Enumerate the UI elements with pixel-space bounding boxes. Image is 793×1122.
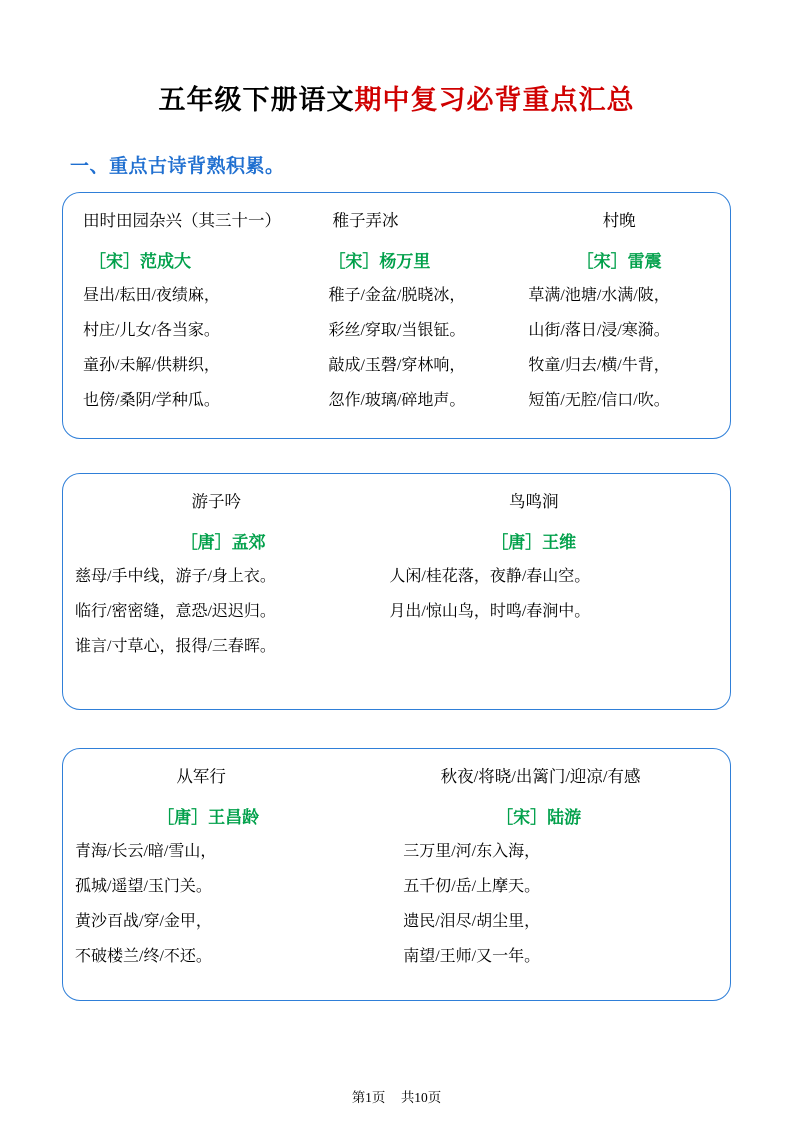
poem-column (357, 763, 724, 1000)
poem-line: 人闲/桂花落，夜静/春山空。 (389, 568, 591, 585)
poem-line: 不破楼兰/终/不还。 (75, 948, 212, 965)
poem-column (69, 763, 357, 1000)
poem-lines (383, 569, 724, 620)
poem-line: 稚子/金盆/脱晓冰， (328, 287, 466, 304)
poem-line: 南望/王师/又一年。 (403, 948, 541, 965)
poem-group-3 (62, 748, 731, 1001)
poem-title: 秋夜/将晓/出篱门/迎凉/有感 (440, 767, 641, 786)
poem-title: 稚子弄冰 (332, 211, 399, 230)
poem-author: ［唐］王昌龄 (157, 808, 260, 827)
poem-line: 月出/惊山鸟，时鸣/春涧中。 (389, 603, 591, 620)
poem-line: 慈母/手中线，游子/身上衣。 (75, 568, 276, 585)
section-heading: 一、重点古诗背熟积累。 (70, 156, 285, 177)
poem-lines (69, 844, 357, 965)
poem-line: 牧童/归去/横/牛背， (528, 357, 670, 374)
poem-line: 山街/落日/浸/寒漪。 (528, 322, 670, 339)
poem-line: 短笛/无腔/信口/吹。 (528, 392, 670, 409)
poem-line: 童孙/未解/供耕织， (83, 357, 220, 374)
poem-line: 谁言/寸草心，报得/三春晖。 (75, 638, 276, 655)
poem-author: ［唐］孟郊 (180, 533, 266, 552)
poem-author: ［宋］雷震 (576, 252, 662, 271)
poem-line: 五千仞/岳/上摩天。 (403, 878, 541, 895)
poem-column (514, 207, 724, 438)
poem-column (69, 488, 383, 709)
page-total: 共10页 (400, 1090, 442, 1105)
page-number: 第1页 (351, 1090, 386, 1105)
poem-lines (357, 844, 724, 965)
poem-column (69, 207, 324, 438)
page-title-black: 五年级下册语文 (158, 85, 355, 115)
poem-title: 鸟鸣涧 (508, 492, 559, 511)
poem-line: 青海/长云/暗/雪山， (75, 843, 217, 860)
poem-author: ［宋］范成大 (89, 252, 191, 271)
poem-column (324, 207, 514, 438)
poem-line: 三万里/河/东入海， (403, 843, 541, 860)
page-footer (0, 1086, 793, 1106)
poem-title: 游子吟 (191, 492, 241, 511)
poem-line: 草满/池塘/水满/陂， (528, 287, 670, 304)
poem-line: 彩丝/穿取/当银钲。 (328, 322, 466, 339)
poem-column (383, 488, 724, 709)
poem-title: 从军行 (176, 767, 226, 786)
poem-line: 孤城/遥望/玉门关。 (75, 878, 212, 895)
poem-line: 敲成/玉磬/穿林响， (328, 357, 466, 374)
page-title-red: 期中复习必背重点汇总 (354, 85, 635, 115)
page-title (40, 78, 753, 117)
poem-line: 黄沙百战/穿/金甲， (75, 913, 212, 930)
poem-lines (514, 288, 724, 409)
poem-line: 遗民/泪尽/胡尘里， (403, 913, 541, 930)
poem-author: ［宋］陆游 (496, 808, 582, 827)
poem-author: ［唐］王维 (491, 533, 577, 552)
poem-line: 忽作/玻璃/碎地声。 (328, 392, 466, 409)
poem-lines (69, 569, 383, 655)
poem-title: 村晚 (602, 211, 636, 230)
poem-lines (79, 288, 324, 409)
poem-line: 村庄/儿女/各当家。 (83, 322, 220, 339)
poem-line: 临行/密密缝，意恐/迟迟归。 (75, 603, 276, 620)
poem-group-1 (62, 192, 731, 439)
poem-group-2 (62, 473, 731, 710)
poem-author: ［宋］杨万里 (328, 252, 431, 271)
poem-line: 也傍/桑阴/学种瓜。 (83, 392, 220, 409)
poem-title: 田时田园杂兴（其三十一） (83, 211, 281, 230)
poem-line: 昼出/耘田/夜绩麻， (83, 287, 220, 304)
poem-lines (324, 288, 514, 409)
